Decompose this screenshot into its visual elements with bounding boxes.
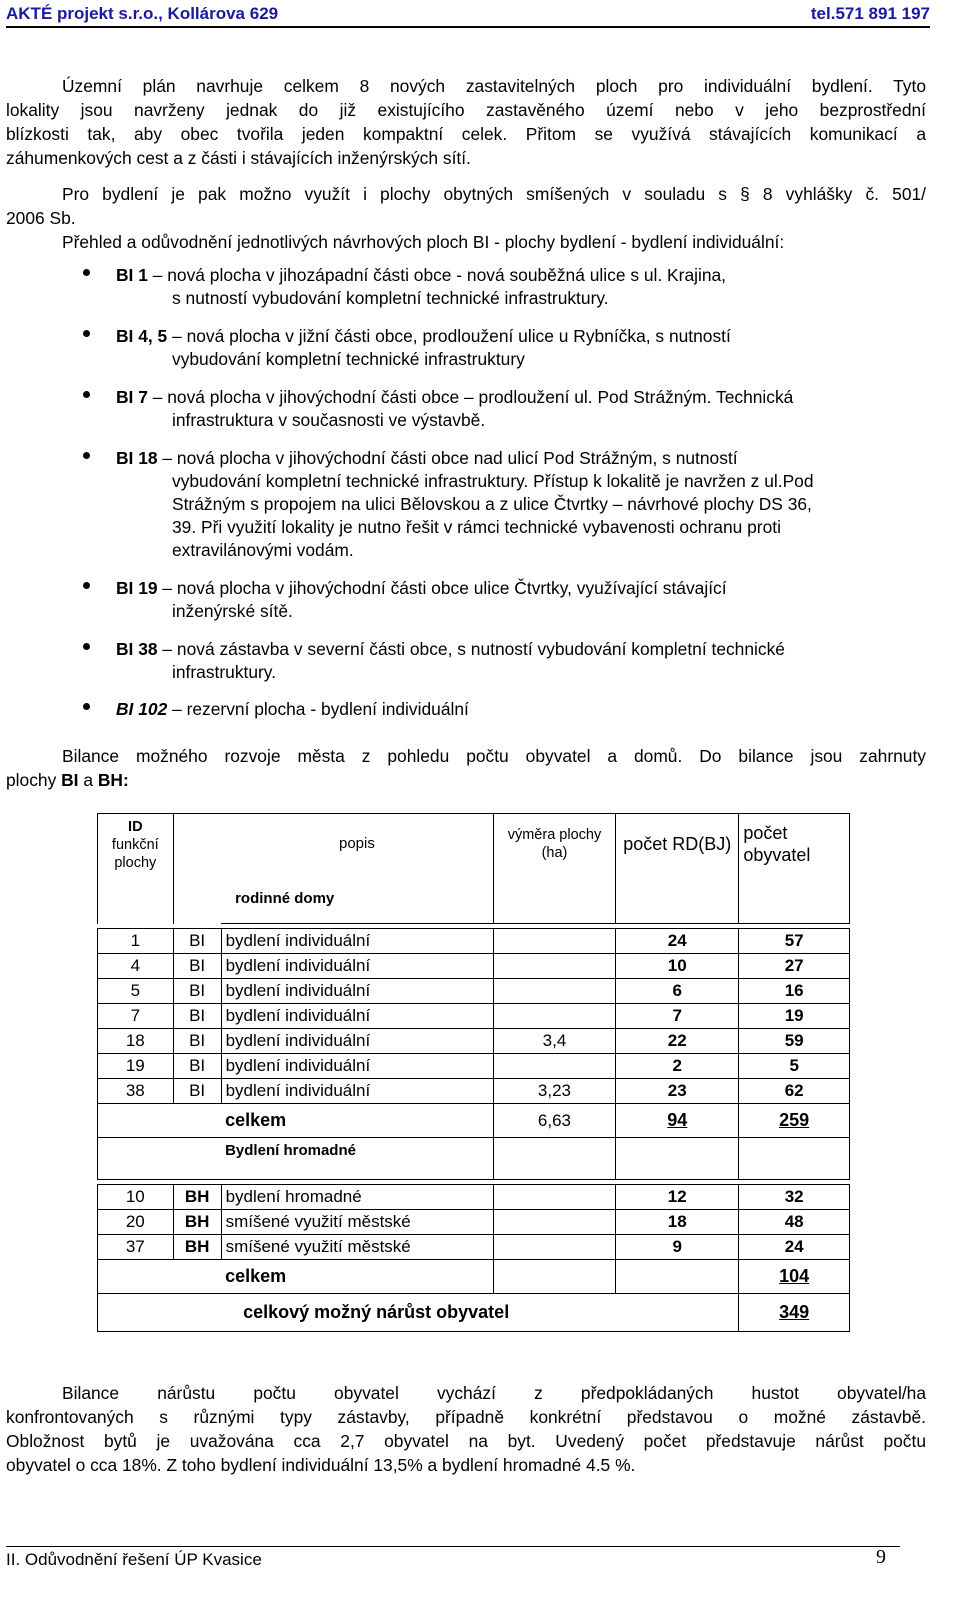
table-row [98, 1029, 850, 1054]
cell-rd: 18 [616, 1210, 739, 1235]
blank-cell [98, 1138, 222, 1180]
cell-area: 3,23 [493, 1079, 615, 1104]
item-text: – nová plocha v jihovýchodní části obce – prodloužení ul. Pod Strážným. Technická [147, 387, 794, 407]
closing-line-2: konfrontovaných s různými typy zástavby, případně konkrétní představou o možné zástavbě. [6, 1407, 926, 1427]
cell-obyv: 16 [739, 979, 850, 1004]
cell-area [493, 1235, 615, 1260]
intro-line-2: lokality jsou navrženy jednak do již existujícího zastavěného území nebo v jeho bezprostřední [6, 100, 926, 120]
item-code: BI 1 [116, 265, 148, 285]
p2-line-1: Pro bydlení je pak možno využít i plochy obytných smíšených v souladu s § 8 vyhlášky č. 501/ [62, 184, 926, 204]
intro-line-4: záhumenkových cest a z části i stávajících inženýrských sítí. [6, 148, 471, 168]
item-text: 39. Při využití lokality je nutno řešit v rámci technické vybavenosti ochranu proti [172, 517, 781, 537]
blank-cell [98, 1260, 222, 1294]
total-label: celkem [221, 1260, 493, 1294]
blank-cell [493, 1260, 615, 1294]
blank-cell [616, 1138, 739, 1180]
list-item-bi7 [116, 386, 916, 432]
cell-rd: 23 [616, 1079, 739, 1104]
cell-desc: bydlení individuální [221, 954, 493, 979]
bilance-bi: BI [61, 770, 79, 790]
cell-area [493, 1185, 615, 1210]
bilance-bh: BH: [97, 770, 129, 790]
section-rodinne-domy: rodinné domy [221, 874, 493, 924]
cell-obyv: 48 [739, 1210, 850, 1235]
cell-obyv: 57 [739, 929, 850, 954]
item-text: extravilánovými vodám. [172, 540, 354, 560]
cell-id: 1 [98, 929, 174, 954]
list-item-bi18 [116, 447, 916, 562]
cell-id: 20 [98, 1210, 174, 1235]
cell-code: BH [173, 1210, 221, 1235]
cell-desc: bydlení individuální [221, 979, 493, 1004]
cell-area [493, 1210, 615, 1235]
table-row [98, 929, 850, 954]
cell-area [493, 1004, 615, 1029]
table-row [98, 1079, 850, 1104]
bilance-text: plochy [6, 770, 62, 790]
cell-area: 3,4 [493, 1029, 615, 1054]
header-popis: popis [221, 814, 493, 874]
list-item-bi1 [116, 264, 916, 310]
bullet-marker [80, 447, 92, 459]
cell-code: BI [173, 1029, 221, 1054]
list-item-bi38 [116, 638, 916, 684]
header-rd: počet RD(BJ) [616, 814, 739, 874]
cell-desc: bydlení individuální [221, 929, 493, 954]
item-code: BI 18 [116, 448, 158, 468]
header-phone: tel.571 891 197 [810, 4, 930, 23]
blank-cell [739, 874, 850, 924]
item-text: – nová plocha v jižní části obce, prodloužení ulice u Rybníčka, s nutností [167, 326, 731, 346]
table-row [98, 979, 850, 1004]
header-vymera: výměra plochy (ha) [493, 814, 615, 874]
table-row [98, 1235, 850, 1260]
bullet-marker [80, 638, 92, 650]
item-code: BI 7 [116, 387, 148, 407]
blank-cell [616, 1260, 739, 1294]
list-item-bi19 [116, 577, 916, 623]
bullet-marker [80, 698, 92, 710]
cell-id: 5 [98, 979, 174, 1004]
table-row [98, 1185, 850, 1210]
bilance-line-2 [6, 768, 129, 792]
table-row [98, 1004, 850, 1029]
page-header [6, 2, 930, 26]
cell-code: BI [173, 1054, 221, 1079]
total-row-bi [98, 1104, 850, 1138]
page-number: 9 [876, 1546, 886, 1568]
header-rule [6, 26, 930, 28]
cell-code: BI [173, 954, 221, 979]
table-row [98, 1210, 850, 1235]
item-text: vybudování kompletní technické infrastruktury. Přístup k lokalitě je navržen z ul.Pod [172, 471, 814, 491]
table-row [98, 1054, 850, 1079]
cell-area [493, 979, 615, 1004]
footer-rule [6, 1546, 900, 1547]
bilance-line-1: Bilance možného rozvoje města z pohledu počtu obyvatel a domů. Do bilance jsou zahrnuty [62, 746, 926, 766]
rows-bi [98, 929, 850, 1104]
cell-desc: bydlení individuální [221, 1004, 493, 1029]
header-company [6, 4, 278, 24]
closing-line-4: obyvatel o cca 18%. Z toho bydlení individuální 13,5% a bydlení hromadné 4.5 %. [6, 1455, 636, 1475]
cell-desc: smíšené využití městské [221, 1235, 493, 1260]
closing-line-1: Bilance nárůstu počtu obyvatel vychází z předpokládaných hustot obyvatel/ha [62, 1383, 926, 1403]
cell-obyv: 24 [739, 1235, 850, 1260]
cell-desc: bydlení individuální [221, 1054, 493, 1079]
cell-code: BI [173, 979, 221, 1004]
cell-rd: 12 [616, 1185, 739, 1210]
cell-id: 37 [98, 1235, 174, 1260]
cell-code: BH [173, 1185, 221, 1210]
cell-obyv: 19 [739, 1004, 850, 1029]
item-text: inženýrské sítě. [172, 601, 293, 621]
total-obyv: 259 [739, 1104, 850, 1138]
cell-id: 38 [98, 1079, 174, 1104]
blank-cell [739, 1138, 850, 1180]
cell-rd: 2 [616, 1054, 739, 1079]
bullet-marker [80, 264, 92, 276]
cell-rd: 9 [616, 1235, 739, 1260]
item-text: – nová zástavba v severní části obce, s nutností vybudování kompletní technické [157, 639, 785, 659]
closing-line-3: Obložnost bytů je uvažována cca 2,7 obyvatel na byt. Uvedený počet představuje nárůst počtu [6, 1431, 926, 1451]
item-text: – nová plocha v jihovýchodní části obce ulice Čtvrtky, využívající stávající [157, 578, 727, 598]
total-obyv: 104 [739, 1260, 850, 1294]
cell-obyv: 27 [739, 954, 850, 979]
cell-obyv: 5 [739, 1054, 850, 1079]
intro-line-1: Územní plán navrhuje celkem 8 nových zastavitelných ploch pro individuální bydlení. Tyto [62, 76, 926, 96]
item-code: BI 38 [116, 639, 158, 659]
cell-desc: smíšené využití městské [221, 1210, 493, 1235]
item-text: infrastruktury. [172, 662, 277, 682]
cell-rd: 22 [616, 1029, 739, 1054]
total-rd: 94 [616, 1104, 739, 1138]
item-text: infrastruktura v současnosti ve výstavbě. [172, 410, 486, 430]
p3-line: Přehled a odůvodnění jednotlivých návrhových ploch BI - plochy bydlení - bydlení individuální: [62, 232, 785, 252]
total-row-bh [98, 1260, 850, 1294]
blank-cell [616, 874, 739, 924]
item-code: BI 19 [116, 578, 158, 598]
intro-line-3: blízkosti tak, aby obec tvořila jeden kompaktní celek. Přitom se využívá stávajících komunikací a [6, 124, 926, 144]
item-text: – nová plocha v jihovýchodní části obce nad ulicí Pod Strážným, s nutností [157, 448, 738, 468]
cell-id: 4 [98, 954, 174, 979]
bullet-marker [80, 577, 92, 589]
header-company-address: , Kollárova 629 [158, 4, 279, 23]
section-bydleni-hromadne: Bydlení hromadné [221, 1138, 493, 1180]
cell-rd: 7 [616, 1004, 739, 1029]
cell-code: BI [173, 1004, 221, 1029]
item-text: s nutností vybudování kompletní technické infrastruktury. [172, 288, 609, 308]
list-item-bi4-5 [116, 325, 916, 371]
total-label: celkem [221, 1104, 493, 1138]
cell-area [493, 1054, 615, 1079]
item-text: vybudování kompletní technické infrastruktury [172, 349, 525, 369]
header-blank [173, 814, 221, 924]
cell-area [493, 929, 615, 954]
cell-desc: bydlení individuální [221, 1029, 493, 1054]
item-text: Strážným s propojem na ulici Bělovskou a z ulice Čtvrtky – návrhové plochy DS 36, [172, 494, 812, 514]
blank-cell [493, 874, 615, 924]
bullet-marker [80, 386, 92, 398]
list-item-bi102 [116, 698, 916, 721]
total-area: 6,63 [493, 1104, 615, 1138]
grand-total-label: celkový možný nárůst obyvatel [221, 1294, 739, 1332]
rows-bh [98, 1185, 850, 1260]
item-code: BI 4, 5 [116, 326, 168, 346]
item-text: – nová plocha v jihozápadní části obce - nová souběžná ulice s ul. Krajina, [147, 265, 727, 285]
cell-rd: 24 [616, 929, 739, 954]
footer-title: II. Odůvodnění řešení ÚP Kvasice [6, 1550, 262, 1569]
blank-cell [493, 1138, 615, 1180]
header-company-name: AKTÉ projekt s.r.o. [6, 4, 159, 23]
cell-rd: 10 [616, 954, 739, 979]
bilance-text: a [78, 770, 98, 790]
header-id: ID funkční plochy [98, 814, 174, 924]
cell-desc: bydlení hromadné [221, 1185, 493, 1210]
grand-total-row [98, 1294, 850, 1332]
cell-id: 10 [98, 1185, 174, 1210]
header-obyv: počet obyvatel [739, 814, 850, 874]
cell-id: 7 [98, 1004, 174, 1029]
cell-desc: bydlení individuální [221, 1079, 493, 1104]
section-row [98, 1138, 850, 1180]
p2-line-2: 2006 Sb. [6, 208, 76, 228]
item-text: – rezervní plocha - bydlení individuální [167, 699, 469, 719]
cell-id: 18 [98, 1029, 174, 1054]
cell-id: 19 [98, 1054, 174, 1079]
cell-area [493, 954, 615, 979]
cell-obyv: 59 [739, 1029, 850, 1054]
cell-code: BI [173, 929, 221, 954]
cell-obyv: 32 [739, 1185, 850, 1210]
item-code: BI 102 [116, 699, 168, 719]
population-table [97, 813, 850, 1332]
blank-cell [98, 1294, 222, 1332]
cell-rd: 6 [616, 979, 739, 1004]
grand-total-obyv: 349 [739, 1294, 850, 1332]
bullet-marker [80, 325, 92, 337]
cell-code: BI [173, 1079, 221, 1104]
cell-obyv: 62 [739, 1079, 850, 1104]
cell-code: BH [173, 1235, 221, 1260]
table-header-row [98, 814, 850, 874]
blank-cell [98, 1104, 222, 1138]
table-row [98, 954, 850, 979]
